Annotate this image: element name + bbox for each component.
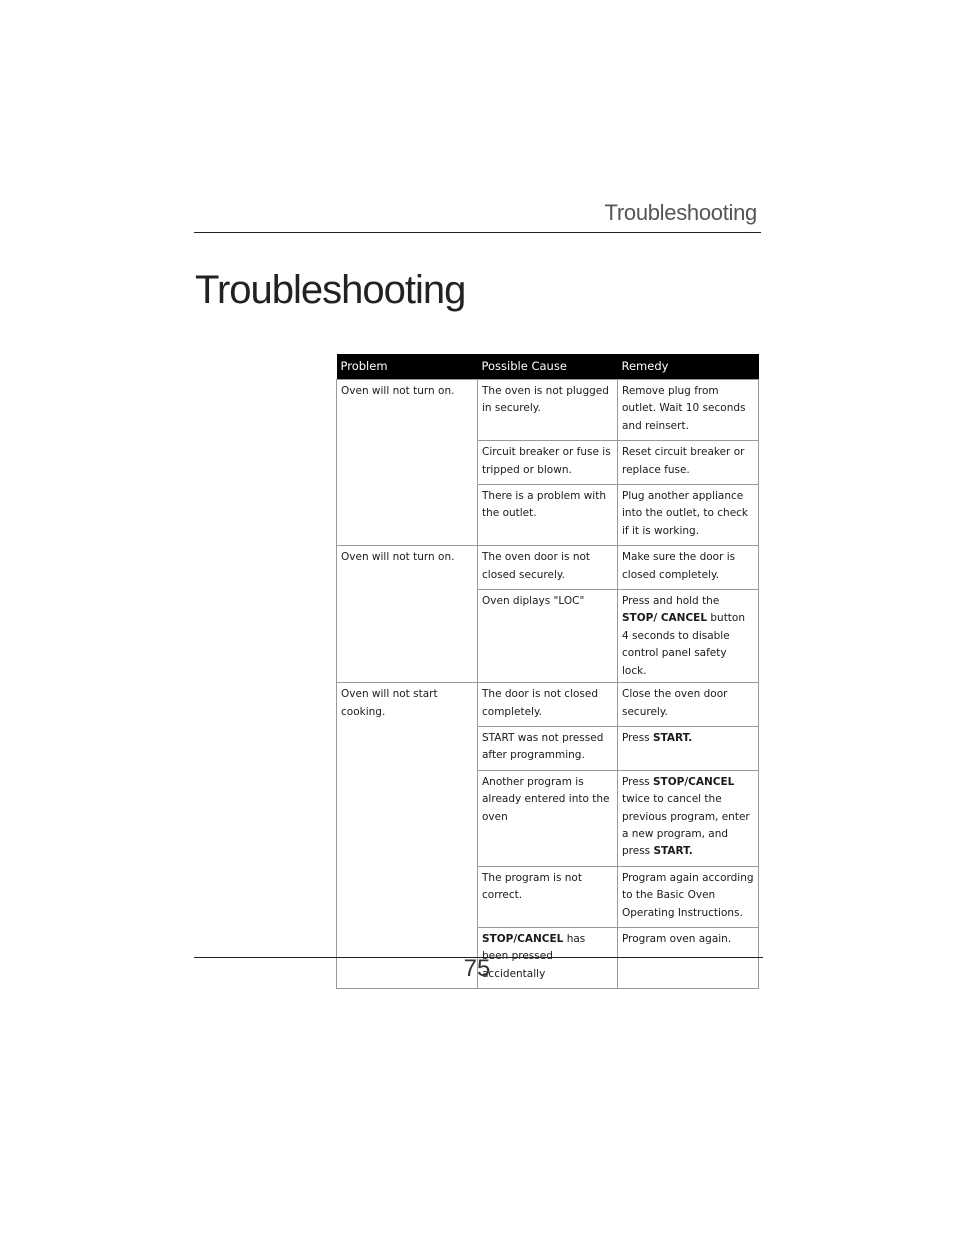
remedy-cell: Make sure the door is closed completely.	[618, 546, 759, 590]
cause-cell: Oven diplays "LOC"	[478, 590, 618, 683]
cause-cell: There is a problem with the outlet.	[478, 485, 618, 546]
table-row	[337, 546, 759, 590]
cause-cell: START was not pressed after programming.	[478, 726, 618, 770]
cause-cell: Circuit breaker or fuse is tripped or blown.	[478, 441, 618, 485]
remedy-cell: Reset circuit breaker or replace fuse.	[618, 441, 759, 485]
remedy-cell	[618, 726, 759, 770]
column-header-problem: Problem	[337, 354, 478, 380]
remedy-text: Press	[622, 775, 653, 788]
remedy-text: Press and hold the	[622, 595, 720, 608]
column-header-remedy: Remedy	[618, 354, 759, 380]
remedy-cell: Program again according to the Basic Oven Operating Instructions.	[618, 866, 759, 927]
problem-cell: Oven will not turn on.	[337, 546, 478, 683]
button-name: STOP/ CANCEL	[622, 612, 708, 625]
column-header-cause: Possible Cause	[478, 354, 618, 380]
table-header-row	[337, 354, 759, 380]
button-name: START.	[652, 731, 693, 744]
table-row	[337, 683, 759, 727]
remedy-cell: Remove plug from outlet. Wait 10 seconds and reinsert.	[618, 380, 759, 441]
running-header-title: Troubleshooting	[604, 200, 757, 225]
button-name: STOP/CANCEL	[482, 932, 564, 945]
remedy-cell: Plug another appliance into the outlet, to check if it is working.	[618, 485, 759, 546]
page-number: 75	[463, 955, 491, 982]
remedy-text: button 4 seconds to disable control panel safety lock.	[622, 612, 746, 677]
problem-cell: Oven will not start cooking.	[337, 683, 478, 989]
remedy-text: twice to cancel the previous program, enter a new program, and press	[622, 793, 750, 858]
problem-cell: Oven will not turn on.	[337, 380, 478, 546]
remedy-text: Press	[622, 731, 653, 744]
table-row	[337, 380, 759, 441]
remedy-cell: Close the oven door securely.	[618, 683, 759, 727]
cause-cell: The oven door is not closed securely.	[478, 546, 618, 590]
page-title: Troubleshooting	[195, 268, 466, 312]
header-divider	[194, 232, 761, 233]
remedy-cell	[618, 770, 759, 866]
cause-text: has been pressed accidentally	[482, 932, 586, 980]
button-name: STOP/CANCEL	[652, 775, 735, 788]
remedy-cell: Program oven again.	[618, 927, 759, 988]
cause-cell: Another program is already entered into the oven	[478, 770, 618, 866]
cause-cell: The oven is not plugged in securely.	[478, 380, 618, 441]
remedy-cell	[618, 590, 759, 683]
button-name: START.	[653, 845, 693, 858]
troubleshooting-table	[336, 354, 759, 989]
cause-cell: The program is not correct.	[478, 866, 618, 927]
cause-cell: The door is not closed completely.	[478, 683, 618, 727]
